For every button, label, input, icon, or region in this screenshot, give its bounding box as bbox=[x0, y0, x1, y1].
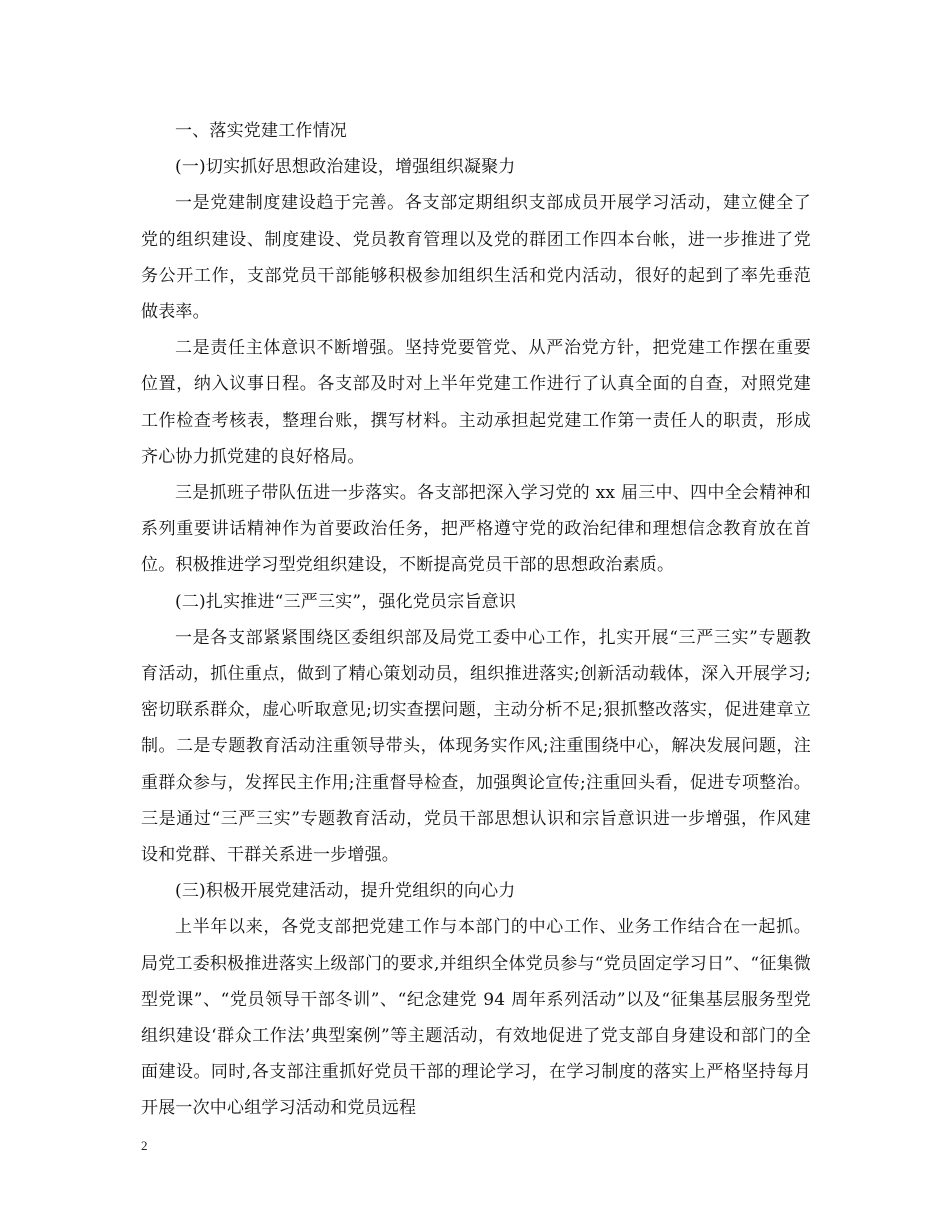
body-paragraph: 上半年以来，各党支部把党建工作与本部门的中心工作、业务工作结合在一起抓。局党工委积极推进落实上级部门的要求,并组织全体党员参与“党员固定学习日”、“征集微型党课”、“党员领导干部冬训”、“纪念建党 94 周年系列活动”以及“征集基层服务型党组织建设‘群众工作法’典型案例”等主题活动，有效地促进了党支部自身建设和部门的全面建设。同时,各支部注重抓好党员干部的理论学习，在学习制度的落实上严格坚持每月开展一次中心组学习活动和党员远程 bbox=[141, 917, 811, 1119]
subsection-heading: (一)切实抓好思想政治建设，增强组织凝聚力 bbox=[175, 157, 516, 178]
subsection-heading: (二)扎实推进“三严三实”，强化党员宗旨意识 bbox=[175, 591, 517, 612]
section-heading: 一、落实党建工作情况 bbox=[175, 121, 347, 141]
body-paragraph: 一是各支部紧紧围绕区委组织部及局党工委中心工作，扎实开展“三严三实”专题教育活动，抓住重点，做到了精心策划动员，组织推进落实;创新活动载体，深入开展学习;密切联系群众，虚心听取意见;切实查摆问题，主动分析不足;狠抓整改落实，促进建章立制。二是专题教育活动注重领导带头，体现务实作风;注重围绕中心，解决发展问题，注重群众参与，发挥民主作用;注重督导检查，加强舆论宣传;注重回头看，促进专项整治。三是通过“三严三实”专题教育活动，党员干部思想认识和宗旨意识进一步增强，作风建设和党群、干群关系进一步增强。 bbox=[141, 627, 811, 866]
subsection-heading: (三)积极开展党建活动，提升党组织的向心力 bbox=[175, 881, 516, 902]
body-paragraph: 一是党建制度建设趋于完善。各支部定期组织支部成员开展学习活动，建立健全了党的组织建设、制度建设、党员教育管理以及党的群团工作四本台帐，进一步推进了党务公开工作，支部党员干部能够积极参加组织生活和党内活动，很好的起到了率先垂范做表率。 bbox=[141, 193, 811, 323]
body-paragraph: 三是抓班子带队伍进一步落实。各支部把深入学习党的 xx 届三中、四中全会精神和系列重要讲话精神作为首要政治任务，把严格遵守党的政治纪律和理想信念教育放在首位。积极推进学习型党组织建设，不断提高党员干部的思想政治素质。 bbox=[141, 483, 811, 576]
page-number: 2 bbox=[141, 1138, 148, 1153]
document-body bbox=[141, 113, 811, 1127]
body-paragraph: 二是责任主体意识不断增强。坚持党要管党、从严治党方针，把党建工作摆在重要位置，纳入议事日程。各支部及时对上半年党建工作进行了认真全面的自查，对照党建工作检查考核表，整理台账，撰写材料。主动承担起党建工作第一责任人的职责，形成齐心协力抓党建的良好格局。 bbox=[141, 338, 811, 467]
